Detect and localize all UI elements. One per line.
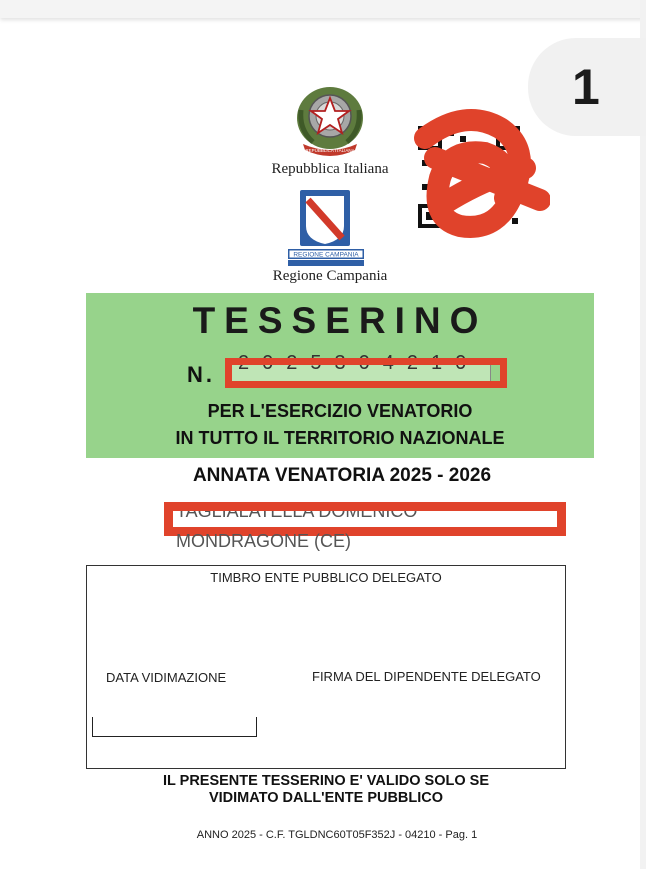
signature-label: FIRMA DEL DIPENDENTE DELEGATO	[312, 669, 541, 684]
validation-date-label: DATA VIDIMAZIONE	[106, 670, 227, 685]
page-number: 1	[572, 59, 600, 115]
redaction-scribble	[405, 108, 550, 243]
stamp-title: TIMBRO ENTE PUBBLICO DELEGATO	[210, 570, 442, 585]
holder-name: TAGLIALATELLA DOMENICO	[176, 501, 418, 521]
card-number-value: 2025304210	[238, 352, 480, 374]
emblem-region-ribbon-text: REGIONE CAMPANIA	[293, 251, 359, 259]
card-title: TESSERINO	[192, 300, 488, 341]
number-redaction-box	[225, 358, 507, 388]
viewer-top-bar	[0, 0, 646, 18]
holder-city: MONDRAGONE (CE)	[176, 531, 351, 551]
stamp-box	[86, 565, 566, 769]
validity-notice	[86, 773, 566, 807]
notice-line-1: IL PRESENTE TESSERINO E' VALIDO SOLO SE	[163, 773, 489, 789]
region-label: Regione Campania	[272, 268, 388, 284]
page-footer: ANNO 2025 - C.F. TGLDNC60T05F352J - 04210 - Pag. 1	[196, 829, 478, 841]
notice-line-2: VIDIMATO DALL'ENTE PUBBLICO	[208, 790, 444, 806]
republic-label: Repubblica Italiana	[271, 161, 389, 177]
italian-republic-emblem-icon	[293, 80, 367, 160]
emblem-italy-ribbon-text: REPUBBLICA ITALIANA	[305, 148, 355, 153]
card-purpose	[86, 398, 594, 452]
validation-date-field	[92, 717, 257, 737]
regione-campania-emblem-icon	[288, 188, 364, 268]
card-number-label: N.	[187, 362, 215, 387]
hunting-season: ANNATA VENATORIA 2025 - 2026	[192, 465, 492, 486]
purpose-line-2: IN TUTTO IL TERRITORIO NAZIONALE	[175, 428, 505, 448]
purpose-line-1: PER L'ESERCIZIO VENATORIO	[207, 401, 473, 421]
